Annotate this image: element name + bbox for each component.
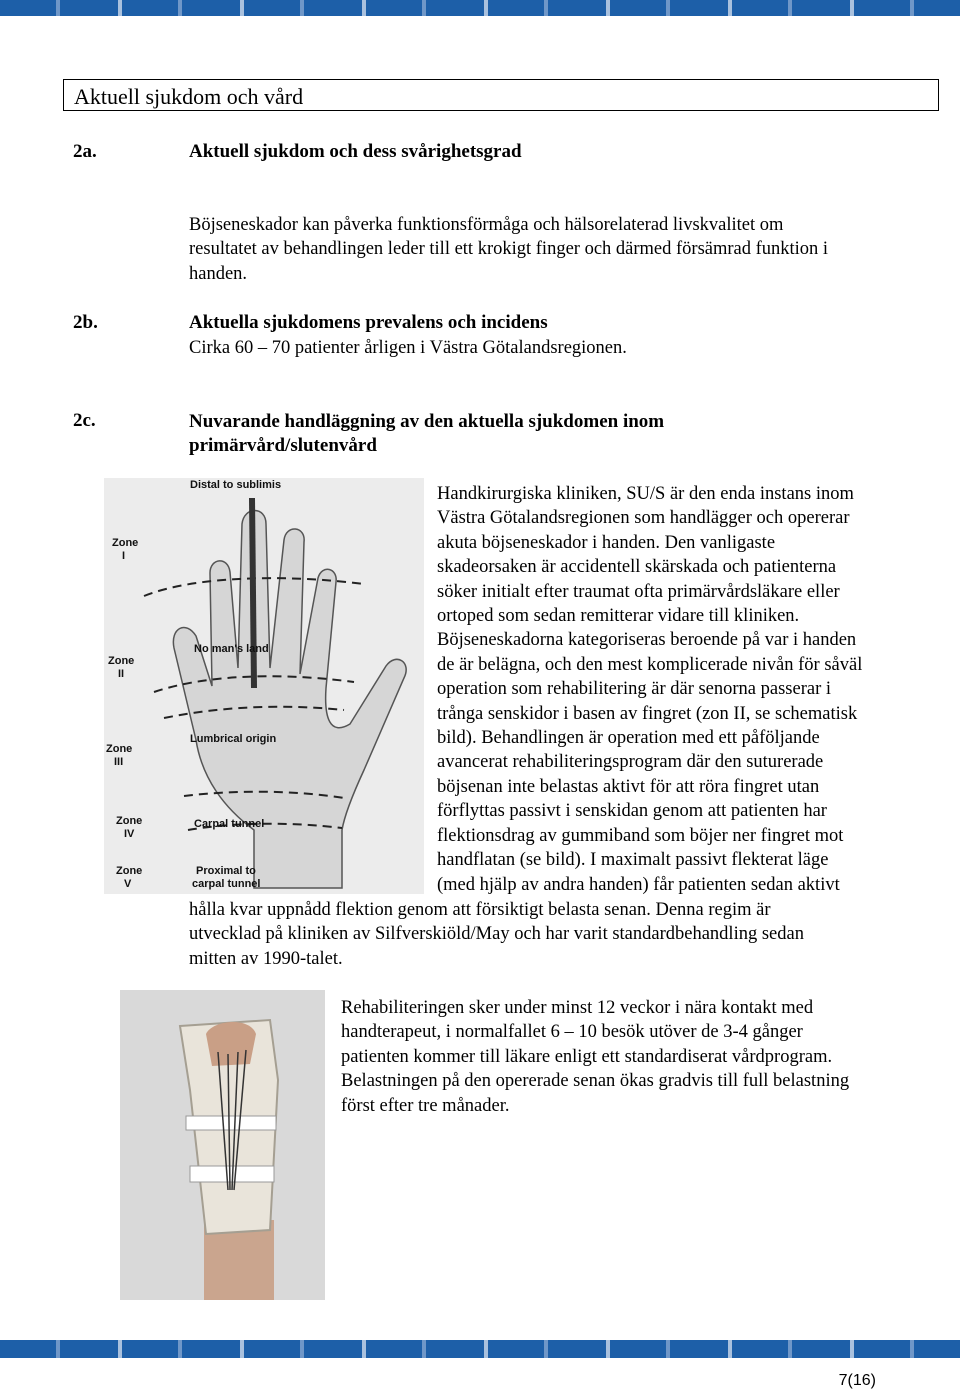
text-line: hålla kvar uppnådd flektion genom att försiktigt belasta senan. Denna regim är — [189, 900, 771, 920]
text-line: Böjseneskador kan påverka funktionsförmåga och hälsorelaterad livskvalitet om — [189, 215, 784, 235]
text-line: bild). Behandlingen är operation med ett påföljande — [437, 728, 820, 749]
text-line: Handkirurgiska kliniken, SU/S är den enda instans inom — [437, 484, 854, 504]
rehab-text — [341, 996, 941, 1118]
bottom-decorative-band — [0, 1340, 960, 1358]
label-zone-4: Zone — [116, 815, 143, 827]
text-line: böjsenan inte belastas aktivt för att röra fingret utan — [437, 776, 820, 797]
text-line: först efter tre månader. — [341, 1095, 510, 1116]
label-lumbrical: Lumbrical origin — [190, 733, 277, 745]
text-line: Belastningen på den opererade senan ökas gradvis till full belastning — [341, 1071, 850, 1092]
fingers — [206, 1022, 256, 1066]
text-line: söker initialt efter traumat ofta primärvårdsläkare eller — [437, 581, 840, 602]
label-zone-5: Zone — [116, 865, 143, 877]
label-zone-5-num: V — [124, 878, 132, 890]
label-zone-2-num: II — [118, 668, 125, 680]
flexor-tendon — [252, 498, 254, 688]
text-line: handterapeut, i normalfallet 6 – 10 besök utöver de 3-4 gånger — [341, 1022, 803, 1043]
label-zone-4-num: IV — [124, 828, 135, 840]
top-decorative-band — [0, 0, 960, 16]
label-zone-1: Zone — [112, 537, 139, 549]
section-title-box — [63, 79, 939, 111]
text-line: operation som rehabilitering är där senorna passerar i — [437, 679, 832, 700]
text-line: de är belägna, och den mest komplicerade nivån för såväl — [437, 654, 863, 675]
label-proximal-2: carpal tunnel — [192, 878, 261, 890]
section-2c-full-text — [189, 898, 939, 971]
section-2b-text: Cirka 60 – 70 patienter årligen i Västra Götalandsregionen. — [189, 338, 627, 358]
label-zone-3-num: III — [114, 756, 124, 768]
text-line: flektionsdrag av gummiband som böjer ner fingret mot — [437, 825, 844, 846]
section-2b-heading: Aktuella sjukdomens prevalens och incidens — [189, 312, 548, 333]
label-zone-2: Zone — [108, 655, 135, 667]
splint-strap — [186, 1116, 276, 1130]
text-line: handen. — [189, 263, 248, 284]
heading-line: primärvård/slutenvård — [189, 435, 377, 456]
page-number: 7(16) — [838, 1372, 876, 1389]
text-line: ortoped som sedan remitterar vidare till kliniken. — [437, 606, 800, 627]
label-zone-3: Zone — [106, 743, 133, 755]
text-line: Rehabiliteringen sker under minst 12 veckor i nära kontakt med — [341, 998, 814, 1018]
text-line: mitten av 1990-talet. — [189, 948, 343, 969]
splint-photo — [120, 990, 325, 1300]
section-2a-text — [189, 213, 939, 286]
text-line: avancerat rehabiliteringsprogram där den suturerade — [437, 752, 824, 773]
text-line: akuta böjseneskador i handen. Den vanligaste — [437, 532, 776, 553]
heading-line: Nuvarande handläggning av den aktuella sjukdomen inom — [189, 411, 665, 432]
text-line: patienten kommer till läkare enligt ett standardiserat vårdprogram. — [341, 1046, 833, 1067]
label-distal: Distal to sublimis — [190, 479, 282, 491]
text-line: trånga senskidor i basen av fingret (zon II, se schematisk — [437, 703, 858, 724]
section-2c-right-text — [437, 482, 937, 897]
text-line: resultatet av behandlingen leder till ett krokigt finger och därmed försämrad funktion i — [189, 239, 829, 260]
text-line: Västra Götalandsregionen som handlägger och opererar — [437, 508, 850, 529]
section-2c-heading — [189, 410, 664, 458]
text-line: Böjseneskadorna kategoriseras beroende på var i handen — [437, 630, 857, 651]
text-line: skadeorsaken är accidentell skärskada och patienterna — [437, 557, 837, 578]
section-2c-number: 2c. — [73, 410, 96, 431]
text-line: utvecklad på kliniken av Silfverskiöld/May och har varit standardbehandling sedan — [189, 924, 804, 945]
section-2b-number: 2b. — [73, 312, 98, 333]
section-2a-number: 2a. — [73, 141, 97, 162]
label-no-mans-land: No man's land — [194, 643, 269, 655]
hand-zones-figure — [104, 478, 424, 894]
section-2a-heading: Aktuell sjukdom och dess svårighetsgrad — [189, 141, 522, 162]
label-zone-1-num: I — [122, 550, 126, 562]
label-proximal: Proximal to — [196, 865, 256, 877]
text-line: handflatan (se bild). I maximalt passivt flekterat läge — [437, 850, 829, 871]
section-title: Aktuell sjukdom och vård — [74, 84, 304, 109]
text-line: (med hjälp av andra handen) får patienten sedan aktivt — [437, 874, 840, 895]
label-carpal: Carpal tunnel — [194, 818, 265, 830]
text-line: förflyttas passivt i senskidan genom att patienten har — [437, 801, 827, 822]
